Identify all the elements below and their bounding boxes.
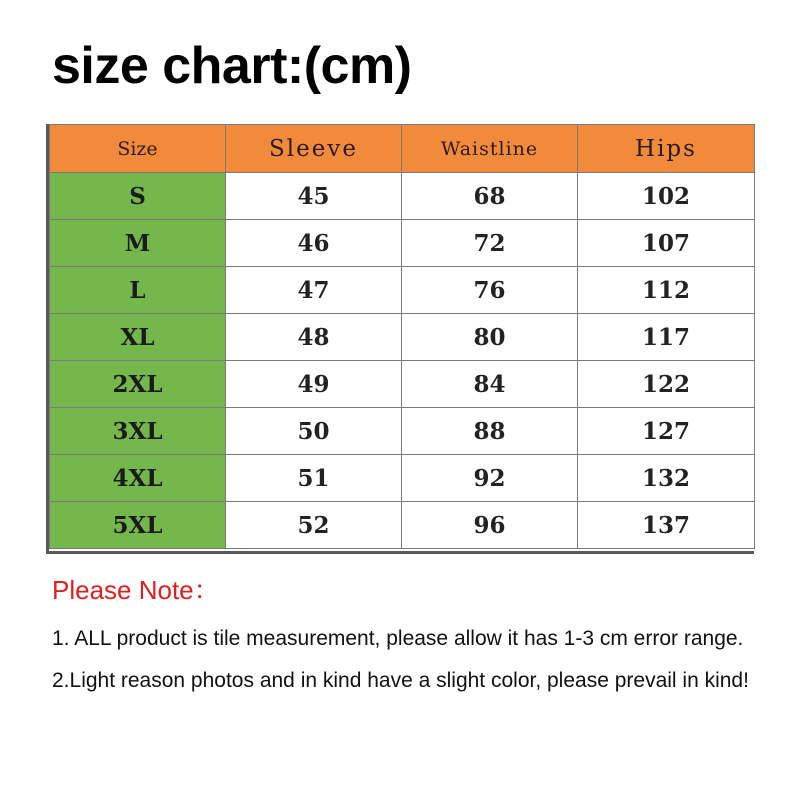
size-cell: 2XL: [50, 361, 226, 408]
waistline-cell: 88: [402, 408, 578, 455]
size-cell: 4XL: [50, 455, 226, 502]
size-cell: 3XL: [50, 408, 226, 455]
waistline-cell: 96: [402, 502, 578, 549]
waistline-cell: 76: [402, 267, 578, 314]
hips-cell: 132: [578, 455, 755, 502]
header-sleeve: Sleeve: [226, 125, 402, 173]
hips-cell: 102: [578, 173, 755, 220]
note-text: 1. ALL product is tile measurement, please allow it has 1-3 cm error range. 2.Light reason photos and in kind have a slight color, please prevail in kind!: [52, 627, 749, 692]
waistline-cell: 84: [402, 361, 578, 408]
sleeve-cell: 49: [226, 361, 402, 408]
size-cell: L: [50, 267, 226, 314]
hips-cell: 107: [578, 220, 755, 267]
size-chart-table-container: [46, 124, 754, 554]
size-cell: M: [50, 220, 226, 267]
header-size: Size: [50, 125, 226, 173]
hips-cell: 127: [578, 408, 755, 455]
size-cell: S: [50, 173, 226, 220]
size-cell: XL: [50, 314, 226, 361]
size-cell: 5XL: [50, 502, 226, 549]
table-row: [50, 267, 755, 314]
table-header-row: [50, 125, 755, 173]
sleeve-cell: 51: [226, 455, 402, 502]
table-row: [50, 408, 755, 455]
hips-cell: 112: [578, 267, 755, 314]
hips-cell: 122: [578, 361, 755, 408]
header-waistline: Waistline: [402, 125, 578, 173]
table-row: [50, 314, 755, 361]
table-row: [50, 455, 755, 502]
waistline-cell: 72: [402, 220, 578, 267]
page-title: size chart:(cm): [52, 37, 412, 95]
sleeve-cell: 48: [226, 314, 402, 361]
sleeve-cell: 46: [226, 220, 402, 267]
table-row: [50, 173, 755, 220]
hips-cell: 137: [578, 502, 755, 549]
table-row: [50, 502, 755, 549]
table-row: [50, 361, 755, 408]
note-title: Please Note：: [52, 575, 220, 605]
table-row: [50, 220, 755, 267]
sleeve-cell: 47: [226, 267, 402, 314]
waistline-cell: 80: [402, 314, 578, 361]
waistline-cell: 92: [402, 455, 578, 502]
sleeve-cell: 45: [226, 173, 402, 220]
header-hips: Hips: [578, 125, 755, 173]
size-chart-table: [49, 124, 755, 549]
sleeve-cell: 50: [226, 408, 402, 455]
sleeve-cell: 52: [226, 502, 402, 549]
waistline-cell: 68: [402, 173, 578, 220]
hips-cell: 117: [578, 314, 755, 361]
